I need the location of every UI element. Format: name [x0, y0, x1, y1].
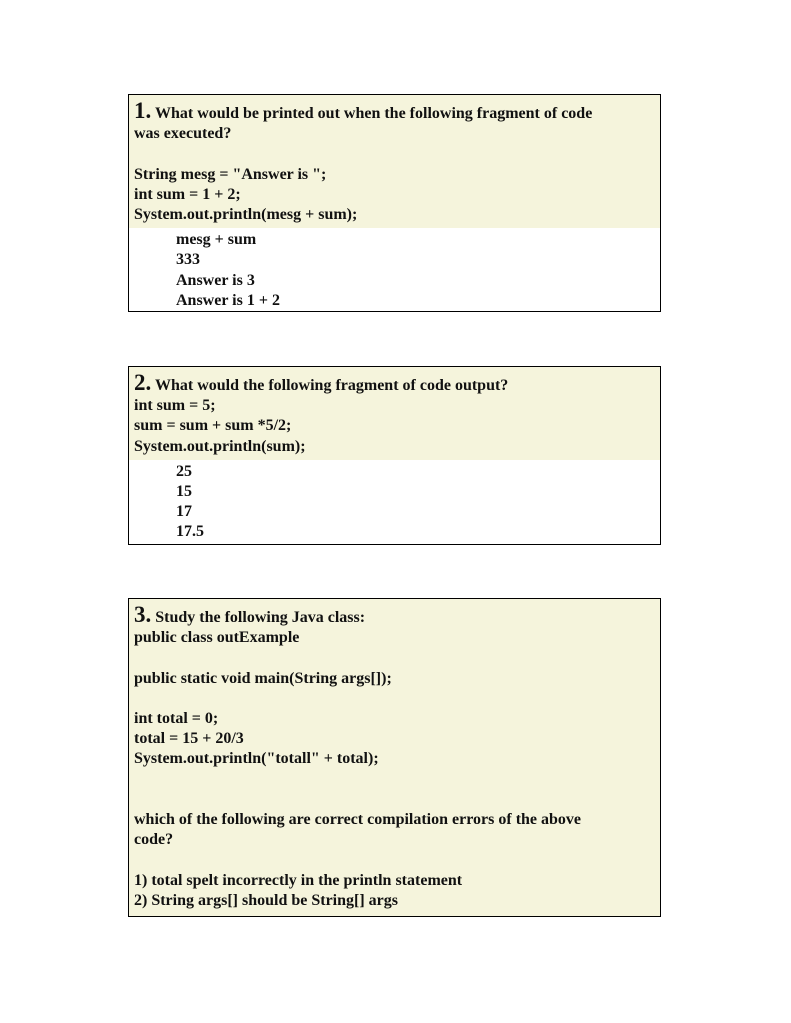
- question-3-choice[interactable]: 2) String args[] should be String[] args: [134, 891, 399, 909]
- question-1-stem: [129, 95, 660, 228]
- question-1-code-line: String mesg = "Answer is ";: [134, 165, 327, 183]
- question-3-code-line: int total = 0;: [134, 709, 219, 727]
- spacer: [134, 144, 655, 164]
- spacer: [134, 770, 655, 810]
- question-2-options: [129, 460, 660, 543]
- question-1-prompt-line1: What would be printed out when the following fragment of code: [154, 105, 593, 122]
- question-3-code-line: public static void main(String args[]);: [134, 669, 392, 687]
- question-1-options: [129, 228, 660, 311]
- question-2-option[interactable]: 17: [176, 503, 192, 521]
- question-1-option[interactable]: Answer is 1 + 2: [176, 291, 280, 309]
- question-2-prompt-line1: What would the following fragment of code output?: [154, 377, 509, 394]
- question-2-number: 2.: [134, 370, 152, 395]
- question-3-question-line2: code?: [134, 831, 174, 849]
- question-3-code-line: public class outExample: [134, 629, 300, 647]
- question-1-prompt: [134, 98, 655, 124]
- question-2-code-line: sum = sum + sum *5/2;: [134, 417, 292, 435]
- question-3-prompt-line1: Study the following Java class:: [155, 609, 366, 626]
- question-3-number: 3.: [134, 602, 152, 627]
- question-2-option[interactable]: 17.5: [176, 523, 204, 541]
- question-1-option[interactable]: mesg + sum: [176, 231, 257, 249]
- question-3-box: [128, 598, 661, 917]
- question-2-code-line: int sum = 5;: [134, 397, 216, 415]
- question-3-stem: [129, 599, 660, 916]
- spacer: [134, 648, 655, 668]
- question-1-code-line: System.out.println(mesg + sum);: [134, 206, 358, 223]
- question-3-prompt: [134, 602, 655, 628]
- question-1-prompt-line2: was executed?: [134, 125, 232, 143]
- question-3-code-line: total = 15 + 20/3: [134, 730, 244, 748]
- spacer: [134, 850, 655, 870]
- question-2-code-line: System.out.println(sum);: [134, 437, 306, 455]
- spacer: [134, 689, 655, 709]
- question-1-number: 1.: [134, 98, 152, 123]
- question-2-stem: [129, 367, 660, 460]
- question-1-option[interactable]: Answer is 3: [176, 271, 255, 289]
- question-2-prompt: [134, 370, 655, 396]
- question-3-code-line: System.out.println("totall" + total);: [134, 750, 379, 768]
- question-1-box: [128, 94, 661, 312]
- question-1-code-line: int sum = 1 + 2;: [134, 185, 241, 203]
- question-1-option[interactable]: 333: [176, 251, 200, 269]
- question-3-choice[interactable]: 1) total spelt incorrectly in the println statement: [134, 871, 463, 889]
- question-3-question-line1: which of the following are correct compilation errors of the above: [134, 810, 582, 828]
- question-2-option[interactable]: 15: [176, 483, 192, 501]
- question-2-option[interactable]: 25: [176, 462, 192, 480]
- question-2-box: [128, 366, 661, 545]
